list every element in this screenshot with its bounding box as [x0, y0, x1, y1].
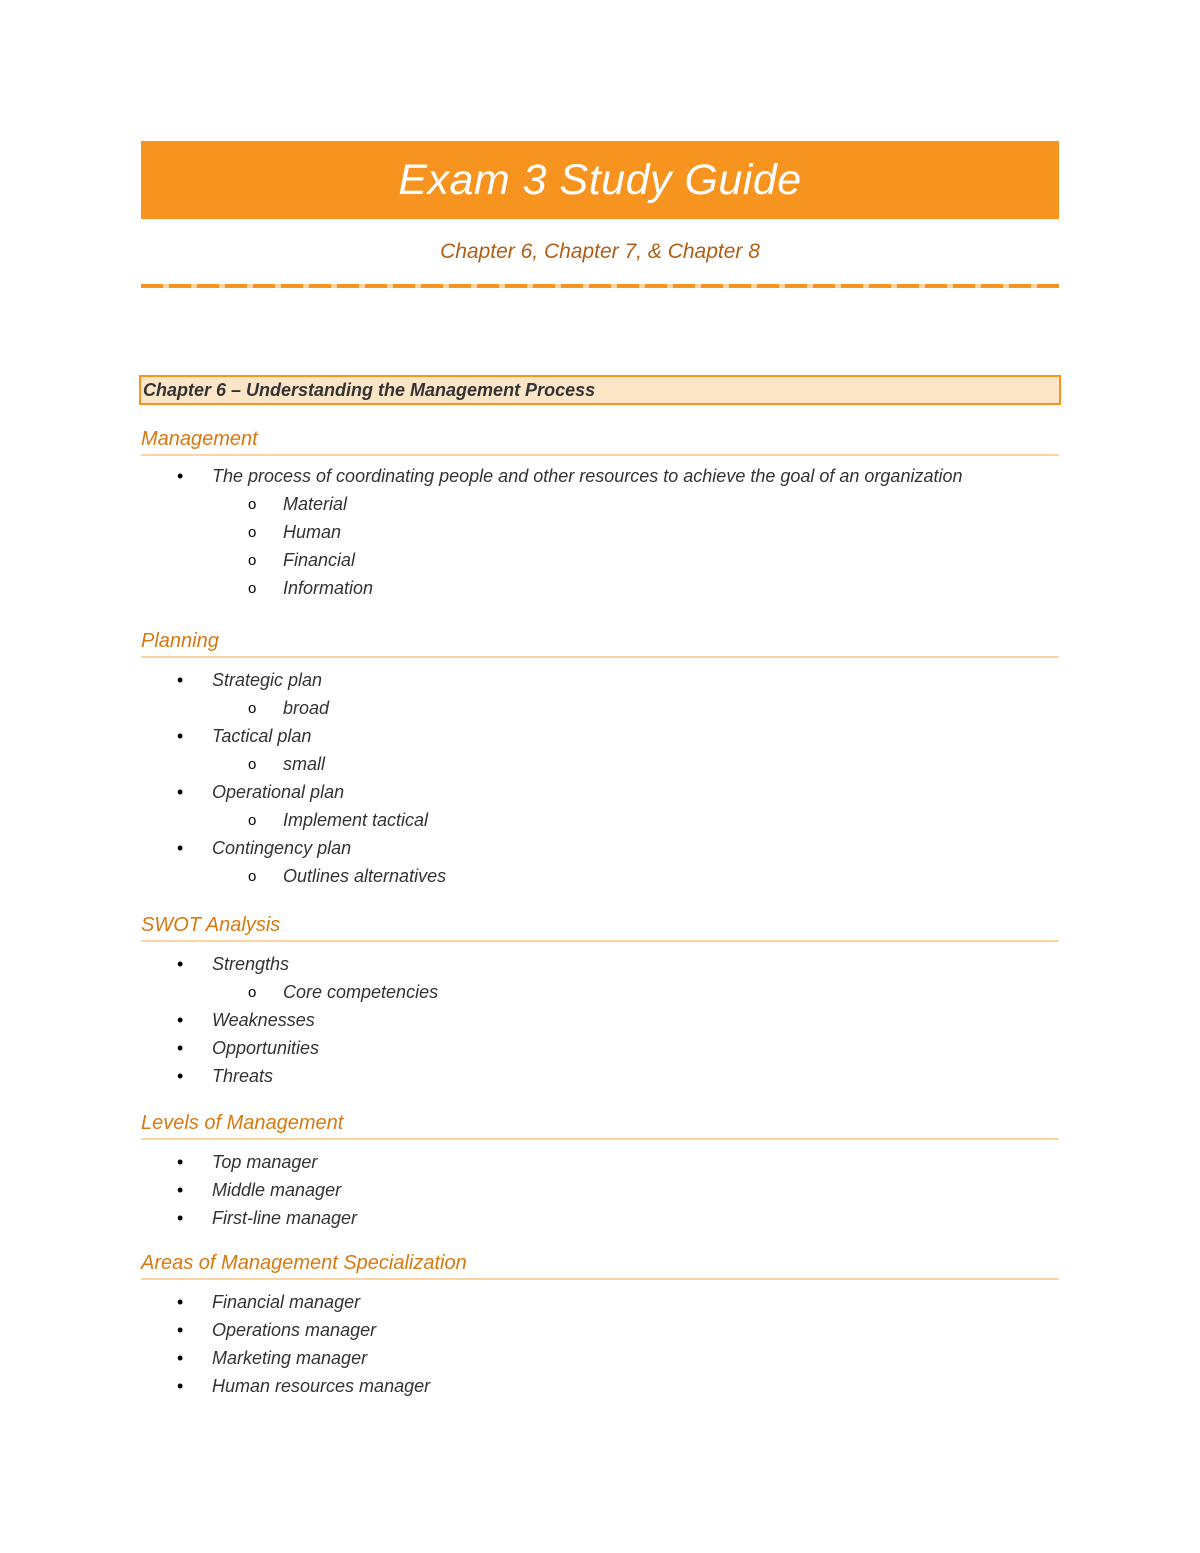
circle-bullet-icon: o	[248, 552, 257, 569]
sub-item-text: Information	[283, 578, 374, 598]
sub-list-item	[141, 694, 1059, 722]
list-item	[141, 950, 1059, 978]
list-item	[141, 778, 1059, 806]
circle-bullet-icon: o	[248, 524, 257, 541]
section-areas-of-specialization	[141, 1250, 1059, 1400]
sub-list-item	[141, 862, 1059, 890]
bullet-icon: •	[177, 1376, 184, 1396]
bullet-icon: •	[177, 838, 184, 858]
list-item-text: Financial manager	[212, 1292, 361, 1312]
page-subtitle: Chapter 6, Chapter 7, & Chapter 8	[440, 240, 760, 263]
circle-bullet-icon: o	[248, 868, 257, 885]
list-item	[141, 666, 1059, 694]
bullet-icon: •	[177, 1320, 184, 1340]
bullet-icon: •	[177, 726, 184, 746]
list-item-text: Middle manager	[212, 1180, 342, 1200]
bullet-list	[141, 666, 1059, 890]
list-item	[141, 1006, 1059, 1034]
circle-bullet-icon: o	[248, 700, 257, 717]
sub-item-text: Implement tactical	[283, 810, 429, 830]
bullet-list	[141, 950, 1059, 1090]
list-item-text: Contingency plan	[212, 838, 352, 858]
page-title: Exam 3 Study Guide	[398, 155, 802, 204]
list-item-text: Strengths	[212, 954, 290, 974]
list-item-text: Tactical plan	[212, 726, 312, 746]
chapter-heading-box	[139, 375, 1061, 405]
section-swot-analysis	[141, 912, 1059, 1090]
sub-list-item	[141, 518, 1059, 546]
sub-item-text: Core competencies	[283, 982, 439, 1002]
bullet-icon: •	[177, 1180, 184, 1200]
bullet-icon: •	[177, 1010, 184, 1030]
list-item-text: Marketing manager	[212, 1348, 368, 1368]
sub-item-text: broad	[283, 698, 330, 718]
bullet-list	[141, 1288, 1059, 1400]
list-item	[141, 1034, 1059, 1062]
section-heading: Planning	[141, 628, 1059, 658]
title-banner	[141, 141, 1059, 219]
section-levels-of-management	[141, 1110, 1059, 1232]
bullet-icon: •	[177, 670, 184, 690]
list-item-text: Threats	[212, 1066, 274, 1086]
circle-bullet-icon: o	[248, 580, 257, 597]
bullet-icon: •	[177, 954, 184, 974]
sub-item-text: Material	[283, 494, 348, 514]
circle-bullet-icon: o	[248, 756, 257, 773]
section-heading: Levels of Management	[141, 1110, 1059, 1140]
list-item-text: Operations manager	[212, 1320, 377, 1340]
bullet-icon: •	[177, 1208, 184, 1228]
chapter-title: Chapter 6 – Understanding the Management Process	[143, 379, 596, 400]
sub-item-text: Outlines alternatives	[283, 866, 447, 886]
list-item	[141, 1316, 1059, 1344]
bullet-icon: •	[177, 1152, 184, 1172]
sub-item-text: Human	[283, 522, 342, 542]
list-item-text: Human resources manager	[212, 1376, 431, 1396]
circle-bullet-icon: o	[248, 812, 257, 829]
list-item	[141, 722, 1059, 750]
bullet-list	[141, 1148, 1059, 1232]
bullet-icon: •	[177, 1066, 184, 1086]
section-heading: Areas of Management Specialization	[141, 1250, 1059, 1280]
list-item	[141, 1204, 1059, 1232]
list-item-text: First-line manager	[212, 1208, 358, 1228]
bullet-icon: •	[177, 1292, 184, 1312]
sub-item-text: Financial	[283, 550, 356, 570]
list-item-text: Top manager	[212, 1152, 318, 1172]
bullet-icon: •	[177, 1038, 184, 1058]
dashed-divider	[141, 284, 1059, 288]
list-item-text: The process of coordinating people and other resources to achieve the goal of an organization	[212, 466, 963, 486]
circle-bullet-icon: o	[248, 496, 257, 513]
list-item-text: Strategic plan	[212, 670, 323, 690]
list-item-text: Operational plan	[212, 782, 345, 802]
circle-bullet-icon: o	[248, 984, 257, 1001]
sub-list-item	[141, 806, 1059, 834]
list-item	[141, 834, 1059, 862]
sub-item-text: small	[283, 754, 326, 774]
list-item	[141, 1062, 1059, 1090]
list-item	[141, 1344, 1059, 1372]
bullet-list	[141, 462, 1059, 602]
bullet-icon: •	[177, 782, 184, 802]
list-item-text: Opportunities	[212, 1038, 320, 1058]
sub-list-item	[141, 546, 1059, 574]
list-item	[141, 1372, 1059, 1400]
list-item	[141, 1176, 1059, 1204]
list-item	[141, 462, 1059, 490]
section-management	[141, 426, 1059, 602]
section-heading: SWOT Analysis	[141, 912, 1059, 942]
list-item-text: Weaknesses	[212, 1010, 315, 1030]
sub-list-item	[141, 978, 1059, 1006]
bullet-icon: •	[177, 1348, 184, 1368]
list-item	[141, 1148, 1059, 1176]
list-item	[141, 1288, 1059, 1316]
bullet-icon: •	[177, 466, 184, 486]
sub-list-item	[141, 490, 1059, 518]
sub-list-item	[141, 574, 1059, 602]
section-planning	[141, 628, 1059, 890]
section-heading: Management	[141, 426, 1059, 456]
sub-list-item	[141, 750, 1059, 778]
